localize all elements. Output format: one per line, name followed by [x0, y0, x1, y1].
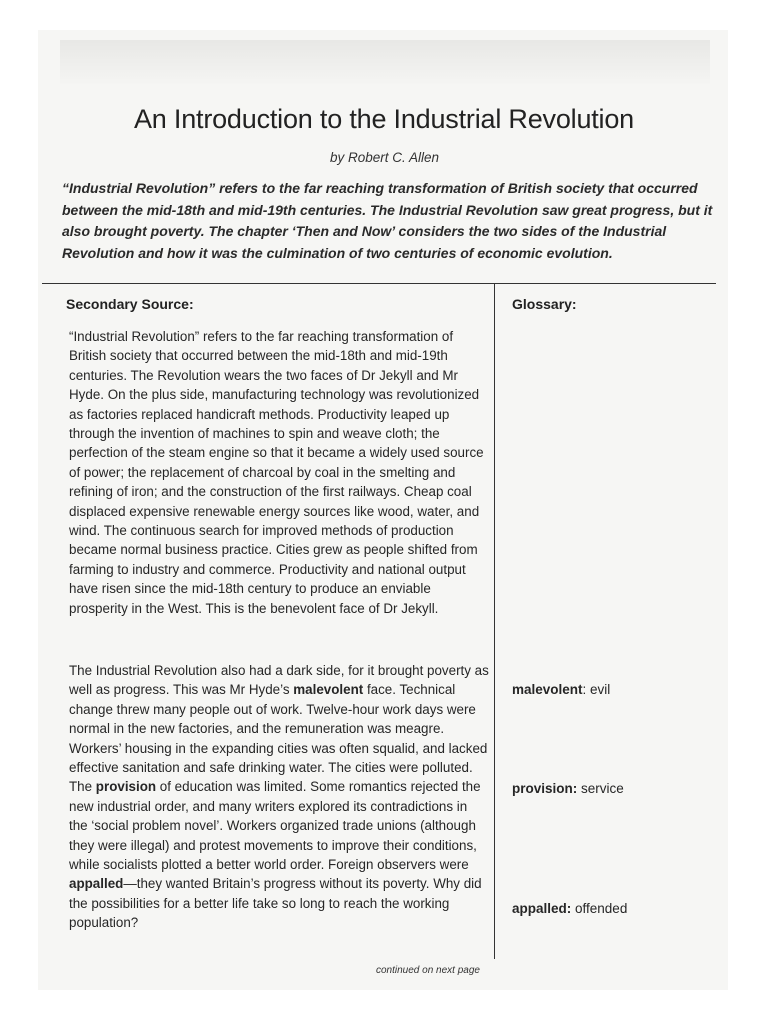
- continued-note: continued on next page: [376, 965, 480, 976]
- glossary-term: malevolent: [512, 682, 583, 697]
- glossary-definition: offended: [571, 901, 628, 916]
- paragraph-text: The Industrial Revolution also had a dark side, for it brought poverty as well as progress. This was Mr Hyde’s: [69, 663, 489, 698]
- highlight-term-provision: provision: [95, 779, 157, 795]
- body-paragraph-2: [69, 661, 489, 933]
- scan-smudge: [60, 40, 710, 84]
- vertical-divider: [494, 283, 495, 959]
- horizontal-divider: [42, 283, 716, 284]
- highlight-term-malevolent: malevolent: [293, 682, 364, 698]
- glossary-separator: :: [582, 682, 587, 697]
- glossary-term: provision:: [512, 781, 578, 796]
- paragraph-text: —they wanted Britain’s progress without its poverty. Why did the possibilities for a better life take so long to reach the working population?: [69, 876, 482, 931]
- glossary-entry-provision: [512, 781, 624, 796]
- intro-paragraph: “Industrial Revolution” refers to the far reaching transformation of British society that occurred between the mid-18th and mid-19th centuries. The Industrial Revolution saw great progress, but it also brought poverty. The chapter ‘Then and Now’ considers the two sides of the Industrial Revolution and how it was the culmination of two centuries of economic evolution.: [62, 180, 713, 261]
- glossary-definition: service: [577, 781, 624, 796]
- secondary-source-heading: Secondary Source:: [66, 296, 194, 312]
- paragraph-text: of education was limited. Some romantics rejected the new industrial order, and many writers explored its contradictions in the ‘social problem novel’. Workers organized trade unions (although they were illegal) and protest movements to improve their conditions, while socialists plotted a better world order. Foreign observers were: [69, 779, 481, 873]
- glossary-heading: Glossary:: [512, 296, 577, 312]
- glossary-term: appalled:: [512, 901, 572, 916]
- glossary-entry-malevolent: [512, 682, 610, 697]
- glossary-definition: evil: [586, 682, 611, 697]
- byline: by Robert C. Allen: [330, 150, 440, 165]
- document-title: An Introduction to the Industrial Revolution: [133, 104, 634, 134]
- glossary-entry-appalled: [512, 901, 627, 916]
- highlight-term-appalled: appalled: [69, 876, 124, 892]
- paragraph-text: face. Technical change threw many people out of work. Twelve-hour work days were normal in the new factories, and the remuneration was meagre. Workers’ housing in the expanding cities was often squalid, and lacked effective sanitation and safe drinking water. The cities were polluted. The: [69, 682, 488, 795]
- body-paragraph-1: “Industrial Revolution” refers to the far reaching transformation of British society that occurred between the mid-18th and mid-19th centuries. The Revolution wears the two faces of Dr Jekyll and Mr Hyde. On the plus side, manufacturing technology was revolutionized as factories replaced handicraft methods. Productivity leaped up through the invention of machines to spin and weave cloth; the perfection of the steam engine so that it became a widely used source of power; the replacement of charcoal by coal in the smelting and refining of iron; and the construction of the first railways. Cheap coal displaced expensive renewable energy sources like wood, water, and wind. The continuous search for improved methods of production became normal business practice. Cities grew as people shifted from farming to industry and commerce. Productivity and national output have risen since the mid-18th century to produce an enviable prosperity in the West. This is the benevolent face of Dr Jekyll.: [69, 329, 484, 616]
